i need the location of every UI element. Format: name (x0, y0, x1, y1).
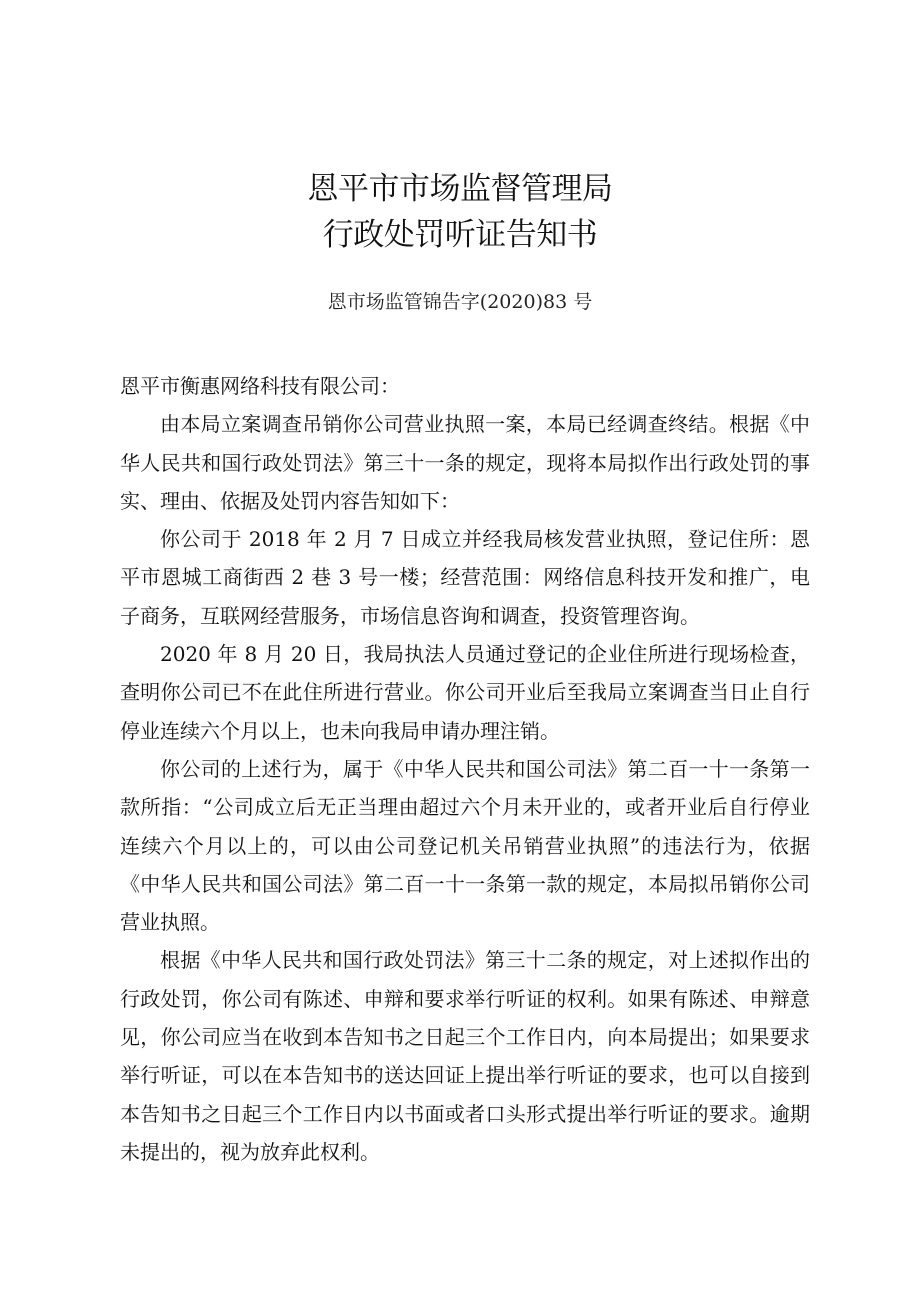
document-title-line1: 恩平市市场监督管理局 (307, 171, 613, 207)
paragraph-1: 由本局立案调查吊销你公司营业执照一案，本局已经调查终结。根据《中华人民共和国行政处罚法》第三十一条的规定，现将本局拟作出行政处罚的事实、理由、依据及处罚内容告知如下： (120, 412, 810, 513)
document-title-line2: 行政处罚听证告知书 (322, 217, 598, 253)
document-body (120, 367, 810, 1171)
paragraph-3: 2020 年 8 月 20 日，我局执法人员通过登记的企业住所进行现场检查，查明你公司已不在此住所进行营业。你公司开业后至我局立案调查当日止自行停业连续六个月以上，也未向我局申请办理注销。 (120, 642, 810, 743)
salutation: 恩平市衡惠网络科技有限公司： (120, 374, 400, 398)
paragraph-4: 你公司的上述行为，属于《中华人民共和国公司法》第二百一十一条第一款所指：“公司成立后无正当理由超过六个月未开业的，或者开业后自行停业连续六个月以上的，可以由公司登记机关吊销营业执照”的违法行为，依据《中华人民共和国公司法》第二百一十一条第一款的规定，本局拟吊销你公司营业执照。 (120, 756, 810, 935)
paragraph-5: 根据《中华人民共和国行政处罚法》第三十二条的规定，对上述拟作出的行政处罚，你公司有陈述、申辩和要求举行听证的权利。如果有陈述、申辩意见，你公司应当在收到本告知书之日起三个工作日内，向本局提出；如果要求举行听证，可以在本告知书的送达回证上提出举行听证的要求，也可以自接到本告知书之日起三个工作日内以书面或者口头形式提出举行听证的要求。逾期未提出的，视为放弃此权利。 (120, 948, 810, 1164)
document-number: 恩市场监管锦告字(2020)83 号 (327, 291, 593, 313)
paragraph-2: 你公司于 2018 年 2 月 7 日成立并经我局核发营业执照，登记住所：恩平市恩城工商街西 2 巷 3 号一楼；经营范围：网络信息科技开发和推广，电子商务，互联网经营服务，市场信息咨询和调查，投资管理咨询。 (120, 527, 810, 628)
